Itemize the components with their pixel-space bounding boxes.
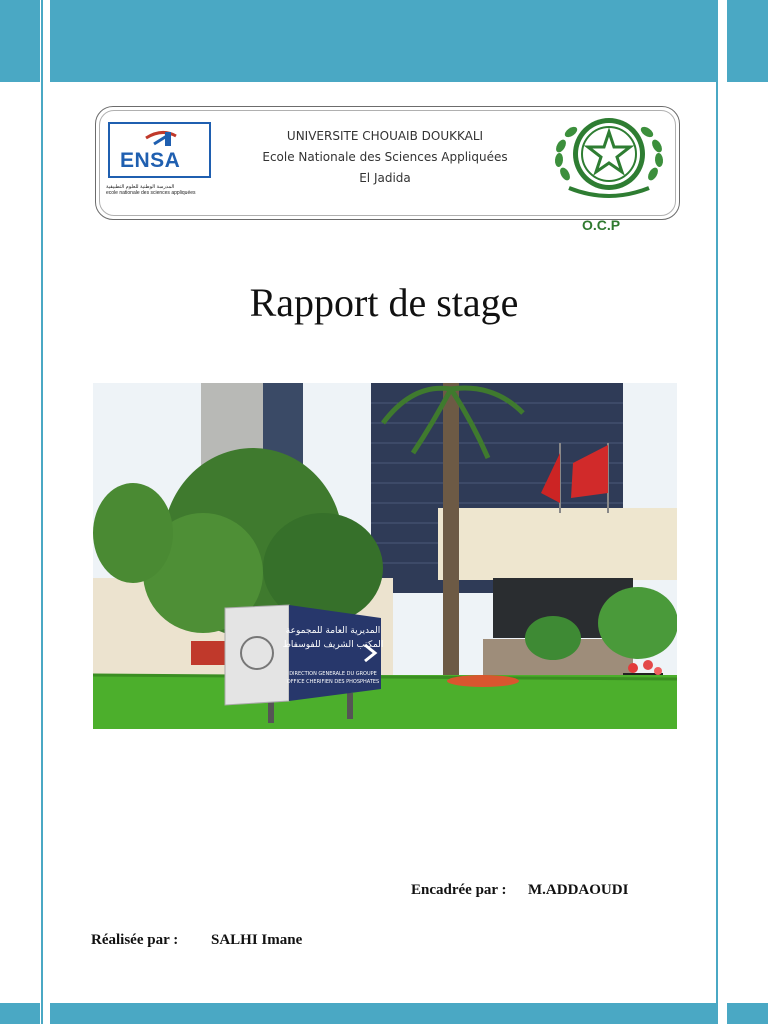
bottom-band-center: [50, 1003, 717, 1024]
ensa-logo: [108, 122, 211, 178]
sign-text-french-2: OFFICE CHERIFIEN DES PHOSPHATES: [286, 679, 380, 685]
ocp-star-emblem-icon: [544, 106, 674, 206]
ensa-caption-french: ecole nationale des sciences appliquées: [106, 190, 196, 196]
frame-line-right: [716, 0, 718, 1024]
ensa-logo-text: ENSA: [120, 149, 181, 172]
headquarters-photo: [93, 383, 677, 729]
school-name: Ecole Nationale des Sciences Appliquées: [262, 150, 508, 164]
sign-text-arabic-2: المكتب الشريف للفوسفاط: [282, 640, 384, 650]
top-band-center: [50, 0, 717, 82]
ensa-caption: [106, 184, 218, 196]
top-band-left: [0, 0, 40, 82]
ensa-caption-arabic: المدرسة الوطنية للعلوم التطبيقية: [106, 184, 175, 190]
sign-text-french-1: DIRECTION GENERALE DU GROUPE: [289, 671, 377, 677]
bottom-band-right: [727, 1003, 768, 1024]
supervisor-label: Encadrée par :: [411, 882, 507, 898]
city-name: El Jadida: [359, 171, 411, 185]
author-name: SALHI Imane: [211, 932, 303, 948]
bottom-band-left: [0, 1003, 40, 1024]
author-label: Réalisée par :: [91, 932, 179, 948]
partner-label: O.C.P: [582, 217, 621, 233]
page-title: Rapport de stage: [249, 280, 519, 325]
frame-line-left: [41, 0, 43, 1024]
top-band-right: [727, 0, 768, 82]
headquarters-photo-image: [93, 383, 677, 729]
university-name: UNIVERSITE CHOUAIB DOUKKALI: [286, 129, 484, 143]
supervisor-name: M.ADDAOUDI: [528, 882, 629, 898]
sign-text-arabic-1: المديرية العامة للمجموعة: [285, 626, 381, 636]
